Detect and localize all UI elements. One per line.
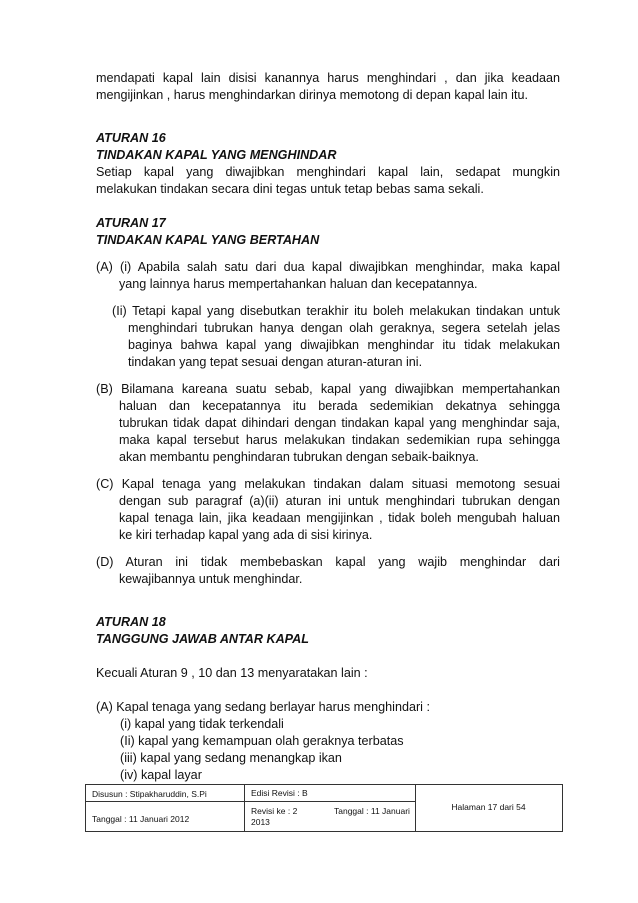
- footer-revision-year: 2013: [251, 817, 270, 827]
- rule17-a-line-1: (A) (i) Apabila salah satu dari dua kapal diwajibkan menghindar, maka kapal: [96, 260, 560, 274]
- rule18-a-intro: (A) Kapal tenaga yang sedang berlayar harus menghindari :: [96, 700, 430, 714]
- rule17-title: ATURAN 17: [96, 216, 166, 230]
- rule17-b-line-1: (B) Bilamana kareana suatu sebab, kapal yang diwajibkan mempertahankan: [96, 382, 560, 396]
- rule17-d-line-2: kewajibannya untuk menghindar.: [119, 572, 303, 586]
- rule18-intro: Kecuali Aturan 9 , 10 dan 13 menyaratakan lain :: [96, 666, 368, 680]
- rule17-subtitle: TINDAKAN KAPAL YANG BERTAHAN: [96, 233, 320, 247]
- rule17-b-line-5: akan membantu penghindaran tubrukan dengan sebaik-baiknya.: [119, 450, 479, 464]
- rule17-b-line-3: tubrukan tidak dapat dihindari dengan tindakan kapal yang menghindar saja,: [119, 416, 560, 430]
- footer-page-number: Halaman 17 dari 54: [451, 802, 526, 812]
- rule17-b-line-2: haluan dan kecepatannya itu berada sedemikian dekatnya sehingga: [119, 399, 560, 413]
- rule18-list-item: (Ii) kapal yang kemampuan olah geraknya terbatas: [120, 734, 404, 748]
- rule17-a-ii-line-2: menghindari tubrukan hanya dengan olah geraknya, segera setelah jelas: [128, 321, 560, 335]
- document-footer-table: [85, 784, 563, 832]
- footer-revision-date: Tanggal : 11 Januari: [334, 806, 410, 816]
- rule16-subtitle: TINDAKAN KAPAL YANG MENGHINDAR: [96, 148, 337, 162]
- rule17-b-line-4: maka kapal tersebut harus melakukan tindakan sedemikian rupa sehingga: [119, 433, 560, 447]
- rule17-paragraph-a-ii: [96, 303, 560, 371]
- footer-edition: Edisi Revisi : B: [251, 788, 308, 798]
- rule16-title: ATURAN 16: [96, 131, 166, 145]
- rule17-paragraph-c: [96, 476, 560, 544]
- footer-date: Tanggal : 11 Januari 2012: [92, 814, 190, 824]
- rule16-line-1: Setiap kapal yang diwajibkan menghindari kapal lain, sedapat mungkin: [96, 165, 560, 179]
- footer-author: Disusun : Stipakharuddin, S.Pi: [92, 789, 207, 799]
- rule18-subtitle: TANGGUNG JAWAB ANTAR KAPAL: [96, 632, 309, 646]
- rule18-list-item: (iv) kapal layar: [120, 768, 202, 782]
- rule17-a-ii-line-3: baginya bahwa kapal yang diwajibkan menghindar itu tidak melakukan: [128, 338, 560, 352]
- rule17-c-line-2: dengan sub paragraf (a)(ii) aturan ini untuk menghindari tubrukan dengan: [119, 494, 560, 508]
- rule18-list-item: (i) kapal yang tidak terkendali: [120, 717, 284, 731]
- intro-line-1: mendapati kapal lain disisi kanannya harus menghindari , dan jika keadaan: [96, 71, 560, 85]
- rule17-a-ii-line-4: tindakan yang tepat sesuai dengan aturan-aturan ini.: [128, 355, 423, 369]
- rule17-c-line-4: ke kiri terhadap kapal yang ada di sisi kirinya.: [119, 528, 373, 542]
- rule17-paragraph-a: [96, 259, 560, 293]
- rule17-a-line-2: yang lainnya harus mempertahankan haluan dan kecepatannya.: [119, 277, 478, 291]
- rule16-line-2: melakukan tindakan secara dini tegas untuk tetap bebas sama sekali.: [96, 182, 484, 196]
- rule18-list-item: (iii) kapal yang sedang menangkap ikan: [120, 751, 342, 765]
- rule17-paragraph-d: [96, 554, 560, 588]
- rule17-paragraph-b: [96, 381, 560, 466]
- rule18-title: ATURAN 18: [96, 615, 166, 629]
- rule17-c-line-1: (C) Kapal tenaga yang melakukan tindakan dalam situasi memotong sesuai: [96, 477, 560, 491]
- rule17-d-line-1: (D) Aturan ini tidak membebaskan kapal yang wajib menghindar dari: [96, 555, 560, 569]
- rule17-a-ii-line-1: (Ii) Tetapi kapal yang disebutkan terakhir itu boleh melakukan tindakan untuk: [112, 304, 560, 318]
- rule17-c-line-3: kapal tenaga lain, jika keadaan mengijinkan , tidak boleh mengubah haluan: [119, 511, 560, 525]
- document-body: [96, 70, 560, 784]
- footer-revision: Revisi ke : 2: [251, 806, 298, 816]
- intro-line-2: mengijinkan , harus menghindarkan dirinya memotong di depan kapal lain itu.: [96, 88, 528, 102]
